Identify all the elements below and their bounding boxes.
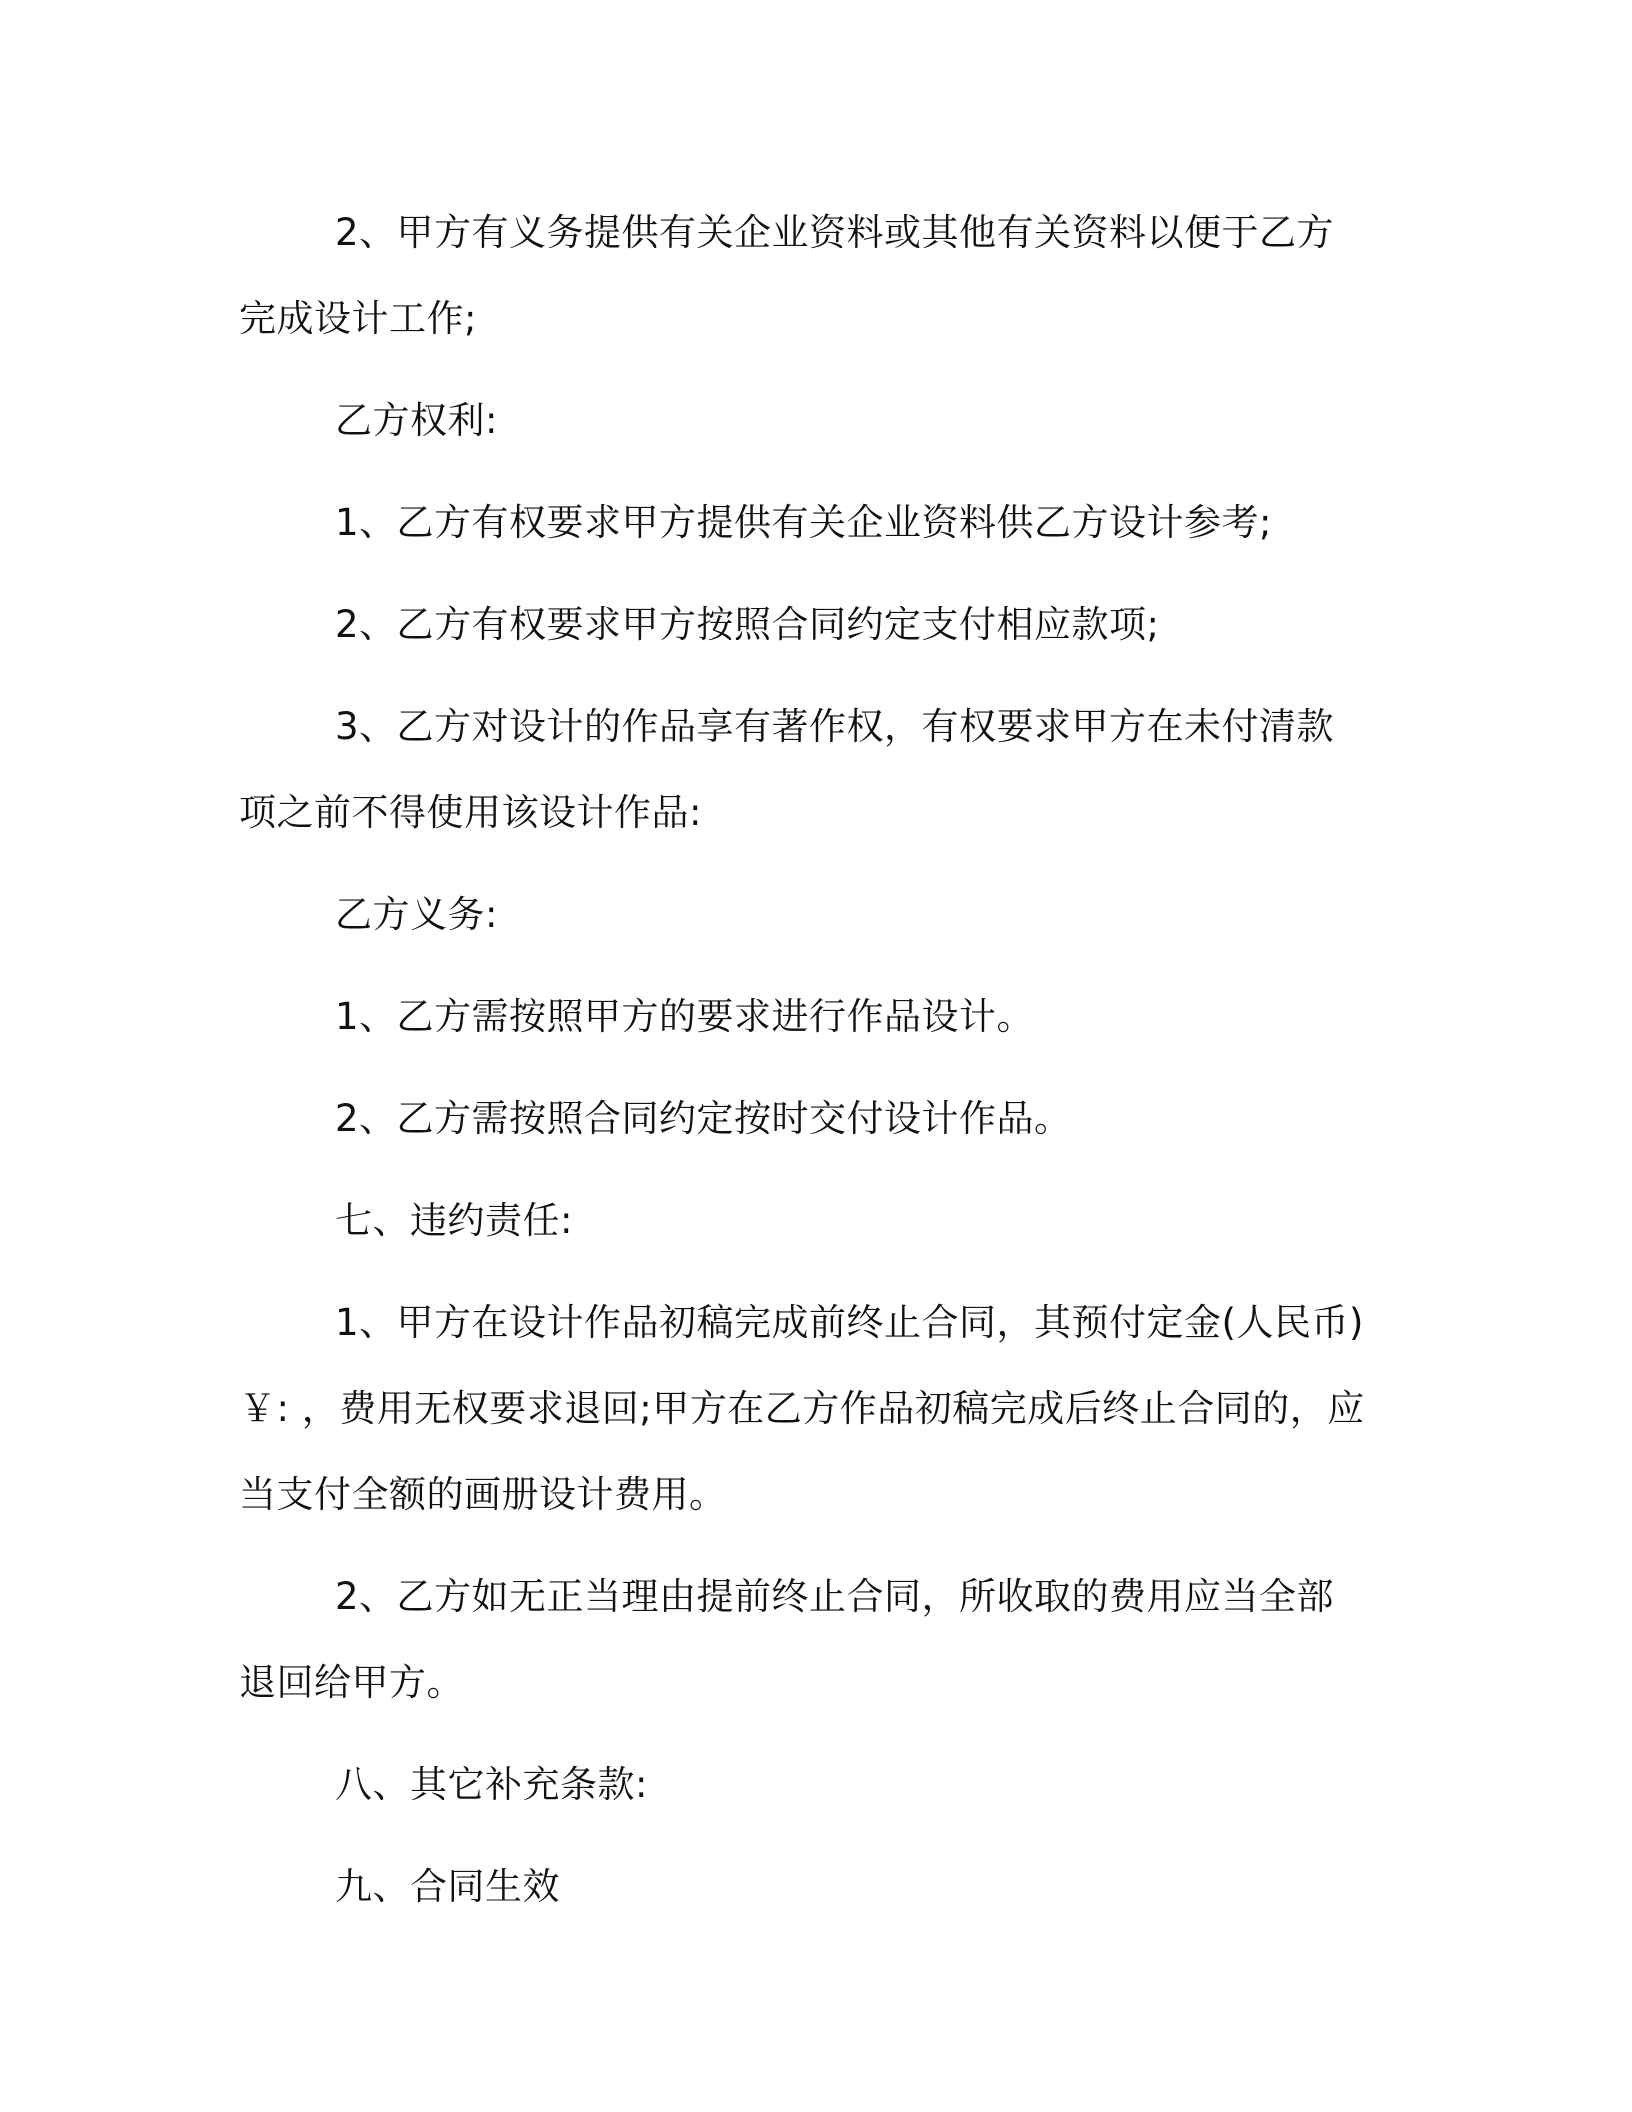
paragraph-jia-obligation-2: 2、甲方有义务提供有关企业资料或其他有关资料以便于乙方完成设计工作;: [239, 211, 1335, 340]
paragraph-yi-right-3: 3、乙方对设计的作品享有著作权，有权要求甲方在未付清款项之前不得使用该设计作品:: [239, 705, 1335, 834]
heading-yi-rights: 乙方权利:: [335, 399, 498, 442]
paragraph-breach-2: 2、乙方如无正当理由提前终止合同，所收取的费用应当全部退回给甲方。: [239, 1575, 1335, 1704]
heading-contract-effective: 九、合同生效: [335, 1865, 560, 1908]
paragraph-yi-right-1: 1、乙方有权要求甲方提供有关企业资料供乙方设计参考;: [335, 501, 1273, 544]
paragraph-yi-right-2: 2、乙方有权要求甲方按照合同约定支付相应款项;: [335, 603, 1160, 646]
paragraph-yi-obligation-1: 1、乙方需按照甲方的要求进行作品设计。: [335, 995, 1035, 1038]
heading-supplementary-terms: 八、其它补充条款:: [335, 1763, 648, 1806]
paragraph-yi-obligation-2: 2、乙方需按照合同约定按时交付设计作品。: [335, 1097, 1072, 1140]
document-body: [239, 190, 1369, 1946]
heading-breach-liability: 七、违约责任:: [335, 1199, 573, 1242]
heading-yi-obligations: 乙方义务:: [335, 893, 498, 936]
paragraph-breach-1: 1、甲方在设计作品初稿完成前终止合同，其预付定金(人民币)￥: ，费用无权要求退回;甲方在乙方作品初稿完成后终止合同的，应当支付全额的画册设计费用。: [239, 1301, 1365, 1516]
